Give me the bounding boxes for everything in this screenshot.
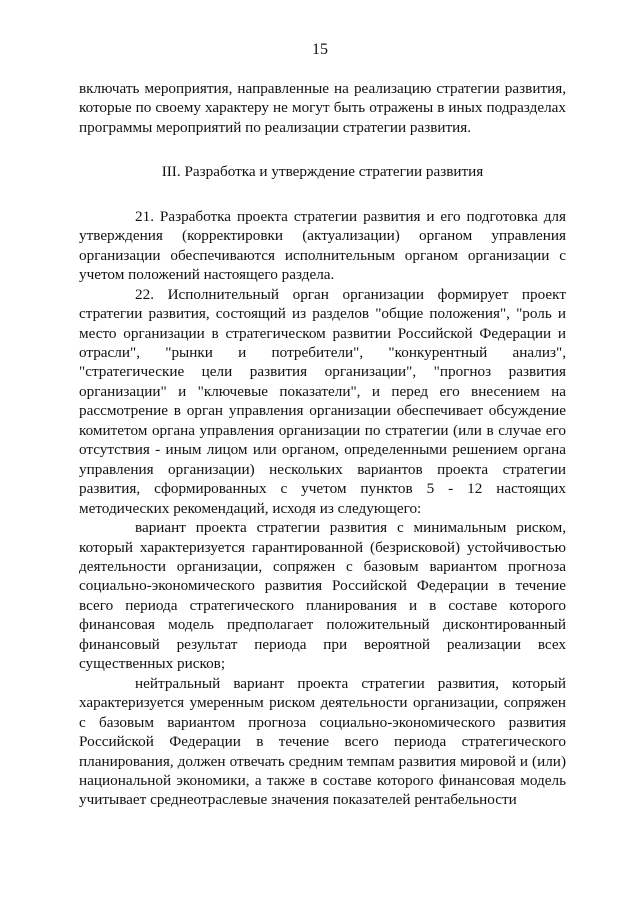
document-body [79,79,566,810]
section-heading: III. Разработка и утверждение стратегии развития [161,163,484,181]
paragraph-21: 21. Разработка проекта стратегии развития и его подготовка для утверждения (корректировки (актуализации) органом управления организации обеспечиваются исполнительным органом организации с учетом положений настоящего раздела. [79,207,566,284]
paragraph-minimal-risk-variant: вариант проекта стратегии развития с минимальным риском, который характеризуется гарантированной (безрисковой) устойчивостью деятельности организации, сопряжен с базовым вариантом прогноза социально-экономического развития Российской Федерации в течение всего периода стратегического планирования и в составе которого финансовая модель предполагает положительный дисконтированный финансовый результат периода при вероятной реализации всех существенных рисков; [79,519,566,673]
paragraph-22: 22. Исполнительный орган организации формирует проект стратегии развития, состоящий из разделов "общие положения", "роль и место организации в стратегическом развитии Российской Федерации и отрасли", "рынки и потребители", "конкурентный анализ", "стратегические цели развития организации", "прогноз развития организации" и "ключевые показатели", и перед его внесением на рассмотрение в орган управления организации обеспечивает обсуждение комитетом органа управления организации по стратегии (или в случае его отсутствия - иным лицом или органом, определенными решением органа управления организации) нескольких вариантов проекта стратегии развития, сформированных с учетом пунктов 5 - 12 настоящих методических рекомендаций, исходя из следующего: [79,285,566,517]
page-number: 15 [312,41,328,58]
intro-paragraph: включать мероприятия, направленные на реализацию стратегии развития, которые по своему характеру не могут быть отражены в иных подразделах программы мероприятий по реализации стратегии развития. [79,80,566,136]
paragraph-neutral-variant: нейтральный вариант проекта стратегии развития, который характеризуется умеренным риском деятельности организации, сопряжен с базовым вариантом прогноза социально-экономического развития Российской Федерации в течение всего периода стратегического планирования, должен отвечать средним темпам развития мировой и (или) национальной экономики, а также в составе которого финансовая модель учитывает среднеотраслевые значения показателей рентабельности [79,674,566,809]
